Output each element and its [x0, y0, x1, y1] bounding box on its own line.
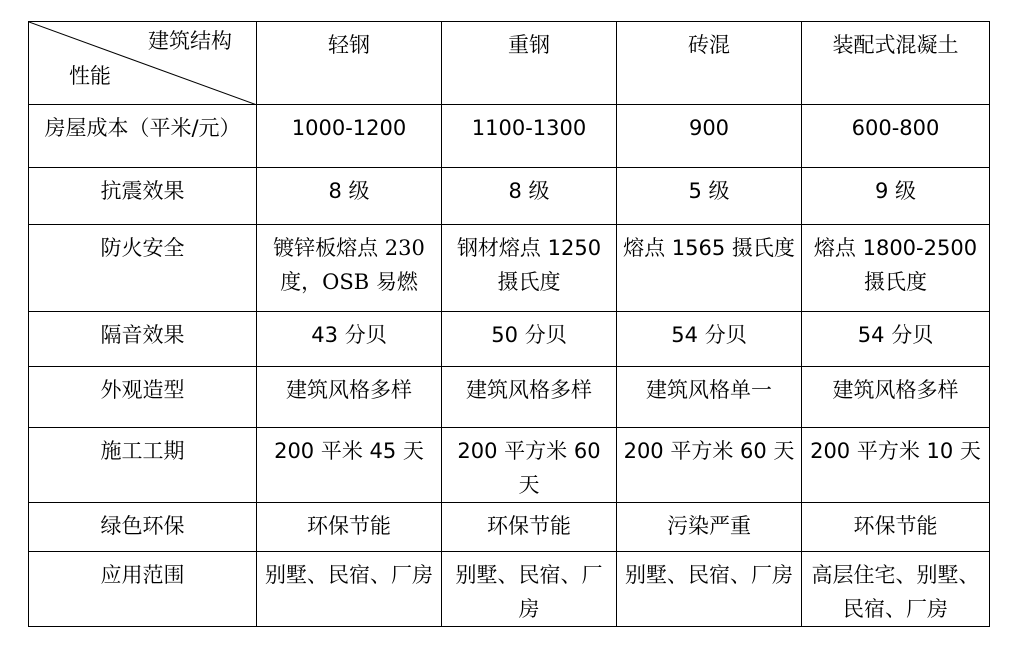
table-cell: 54 分贝	[617, 312, 802, 367]
table-row	[29, 312, 990, 367]
table-cell: 环保节能	[802, 503, 990, 552]
row-label: 绿色环保	[29, 503, 257, 552]
table-cell: 建筑风格多样	[257, 367, 442, 428]
table-cell: 50 分贝	[442, 312, 617, 367]
table-cell: 建筑风格单一	[617, 367, 802, 428]
table-cell: 1100-1300	[442, 105, 617, 168]
row-label: 外观造型	[29, 367, 257, 428]
table-cell: 熔点 1565 摄氏度	[617, 225, 802, 312]
column-header: 重钢	[442, 22, 617, 105]
table-row	[29, 105, 990, 168]
table-cell: 环保节能	[442, 503, 617, 552]
table-cell: 别墅、民宿、厂房	[257, 552, 442, 627]
table-row	[29, 552, 990, 627]
table-cell: 环保节能	[257, 503, 442, 552]
table-cell: 5 级	[617, 168, 802, 225]
row-label: 防火安全	[29, 225, 257, 312]
table-cell: 钢材熔点 1250 摄氏度	[442, 225, 617, 312]
table-row	[29, 367, 990, 428]
table-cell: 9 级	[802, 168, 990, 225]
row-label: 隔音效果	[29, 312, 257, 367]
table-cell: 别墅、民宿、厂房	[617, 552, 802, 627]
row-label: 抗震效果	[29, 168, 257, 225]
column-header: 装配式混凝土	[802, 22, 990, 105]
table-cell: 高层住宅、别墅、民宿、厂房	[802, 552, 990, 627]
table-cell: 镀锌板熔点 230 度，OSB 易燃	[257, 225, 442, 312]
corner-label-performance: 性能	[69, 64, 111, 88]
corner-cell	[29, 22, 257, 105]
column-header: 砖混	[617, 22, 802, 105]
table-cell: 建筑风格多样	[802, 367, 990, 428]
table-cell: 200 平方米 10 天	[802, 428, 990, 503]
header-row	[29, 22, 990, 105]
table-row	[29, 168, 990, 225]
table-row	[29, 225, 990, 312]
row-label: 施工工期	[29, 428, 257, 503]
table-cell: 200 平米 45 天	[257, 428, 442, 503]
row-label: 房屋成本（平米/元）	[29, 105, 257, 168]
table-cell: 8 级	[442, 168, 617, 225]
table-cell: 建筑风格多样	[442, 367, 617, 428]
table-cell: 600-800	[802, 105, 990, 168]
corner-label-structure: 建筑结构	[148, 29, 232, 53]
table-cell: 54 分贝	[802, 312, 990, 367]
table-cell: 900	[617, 105, 802, 168]
table-cell: 熔点 1800-2500 摄氏度	[802, 225, 990, 312]
comparison-table	[28, 21, 990, 627]
table-cell: 1000-1200	[257, 105, 442, 168]
row-label: 应用范围	[29, 552, 257, 627]
table-row	[29, 503, 990, 552]
table-cell: 200 平方米 60 天	[442, 428, 617, 503]
table-cell: 200 平方米 60 天	[617, 428, 802, 503]
table-row	[29, 428, 990, 503]
table-cell: 别墅、民宿、厂房	[442, 552, 617, 627]
column-header: 轻钢	[257, 22, 442, 105]
table-cell: 8 级	[257, 168, 442, 225]
table-cell: 污染严重	[617, 503, 802, 552]
table-cell: 43 分贝	[257, 312, 442, 367]
